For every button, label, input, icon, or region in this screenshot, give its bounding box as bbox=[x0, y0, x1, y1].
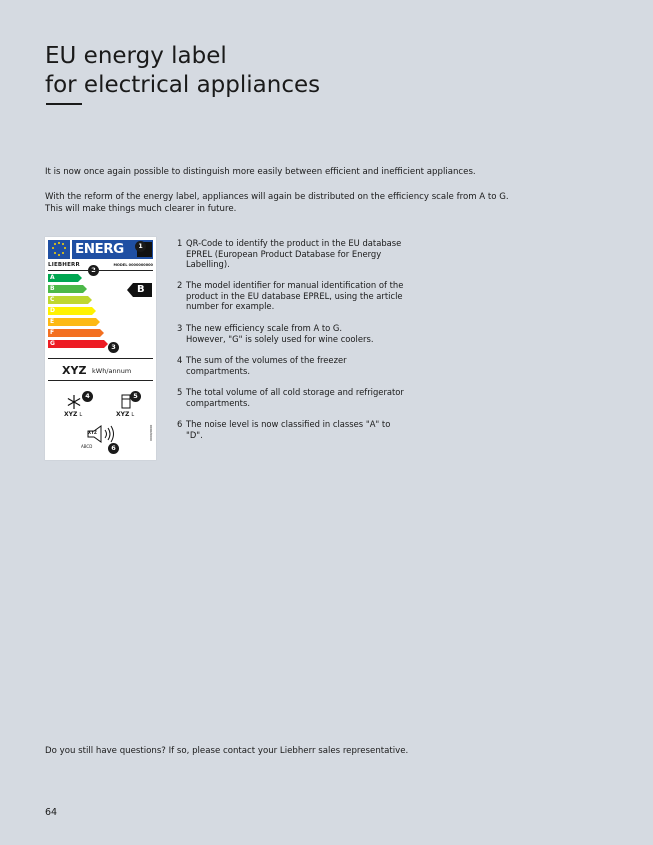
noise-value: XYZ bbox=[88, 430, 97, 435]
badge-5: 5 bbox=[130, 391, 141, 402]
list-item-number: 3 bbox=[177, 323, 183, 333]
energy-label-illustration bbox=[45, 237, 156, 460]
eu-flag-icon bbox=[48, 240, 70, 259]
badge-1: 1 bbox=[135, 241, 146, 252]
scale-arrow bbox=[48, 329, 104, 337]
page-number: 64 bbox=[45, 807, 58, 818]
freezer-volume-value: XYZ bbox=[64, 411, 78, 418]
scale-letter: E bbox=[50, 318, 55, 325]
scale-row-a bbox=[48, 274, 82, 282]
scale-arrow bbox=[48, 307, 96, 315]
divider bbox=[48, 380, 153, 381]
list-item-text: QR-Code to identify the product in the EU database EPREL (European Product Database for Energy Labelling). bbox=[186, 238, 402, 270]
scale-row-d bbox=[48, 307, 96, 315]
model-identifier: MODEL 0000000000 bbox=[113, 263, 153, 267]
scale-letter: F bbox=[50, 329, 55, 336]
scale-row-e bbox=[48, 318, 100, 326]
scale-arrow bbox=[48, 318, 100, 326]
scale-letter: B bbox=[50, 285, 55, 292]
list-item-number: 1 bbox=[177, 238, 183, 248]
noise-classes: ABCD bbox=[81, 444, 93, 449]
list-item-number: 2 bbox=[177, 280, 183, 290]
scale-letter: G bbox=[50, 340, 55, 347]
title-line-2: for electrical appliances bbox=[45, 72, 321, 98]
divider bbox=[48, 358, 153, 359]
list-item-number: 6 bbox=[177, 419, 183, 429]
intro-paragraph-2-line-2: This will make things much clearer in future. bbox=[45, 204, 237, 214]
snowflake-icon bbox=[66, 394, 82, 410]
intro-paragraph-2 bbox=[45, 191, 509, 215]
fridge-volume-value: XYZ bbox=[116, 411, 130, 418]
scale-row-b bbox=[48, 285, 87, 293]
energy-class-letter: B bbox=[137, 284, 145, 295]
list-item-number: 5 bbox=[177, 387, 183, 397]
fridge-volume-unit: L bbox=[131, 412, 135, 418]
scale-letter: D bbox=[50, 307, 55, 314]
intro-paragraph-2-line-1: With the reform of the energy label, appliances will again be distributed on the efficiency scale from A to G. bbox=[45, 192, 509, 202]
freezer-volume bbox=[64, 411, 82, 418]
scale-arrow bbox=[48, 340, 108, 348]
scale-row-c bbox=[48, 296, 92, 304]
scale-letter: C bbox=[50, 296, 55, 303]
scale-letter: A bbox=[50, 274, 55, 281]
list-item-text: The noise level is now classified in classes "A" to "D". bbox=[186, 419, 391, 440]
scale-row-f bbox=[48, 329, 104, 337]
label-side-code: 0000/0000 bbox=[149, 424, 153, 441]
badge-4: 4 bbox=[82, 391, 93, 402]
list-item-number: 4 bbox=[177, 355, 183, 365]
energy-banner-text: ENERG bbox=[75, 241, 124, 257]
title-underline bbox=[46, 103, 82, 105]
divider bbox=[48, 270, 153, 271]
freezer-volume-unit: L bbox=[79, 412, 83, 418]
energy-consumption-unit: kWh/annum bbox=[92, 367, 132, 375]
list-item-text: The total volume of all cold storage and refrigerator compartments. bbox=[186, 387, 404, 408]
manufacturer-name: LIEBHERR bbox=[48, 262, 80, 268]
page-title bbox=[45, 42, 320, 100]
contact-question: Do you still have questions? If so, please contact your Liebherr sales representative. bbox=[45, 746, 409, 756]
intro-paragraph-1: It is now once again possible to distinguish more easily between efficient and inefficient appliances. bbox=[45, 167, 476, 177]
list-item-text: The new efficiency scale from A to G. However, "G" is solely used for wine coolers. bbox=[186, 323, 374, 344]
title-line-1: EU energy label bbox=[45, 43, 227, 69]
badge-3: 3 bbox=[108, 342, 119, 353]
energy-consumption-value: XYZ bbox=[62, 364, 87, 377]
scale-row-g bbox=[48, 340, 108, 348]
badge-6: 6 bbox=[108, 443, 119, 454]
fridge-volume bbox=[116, 411, 134, 418]
scale-arrow bbox=[48, 296, 92, 304]
list-item-text: The model identifier for manual identification of the product in the EU database EPREL, using the article number for example. bbox=[186, 280, 404, 312]
list-item-text: The sum of the volumes of the freezer compartments. bbox=[186, 355, 347, 376]
